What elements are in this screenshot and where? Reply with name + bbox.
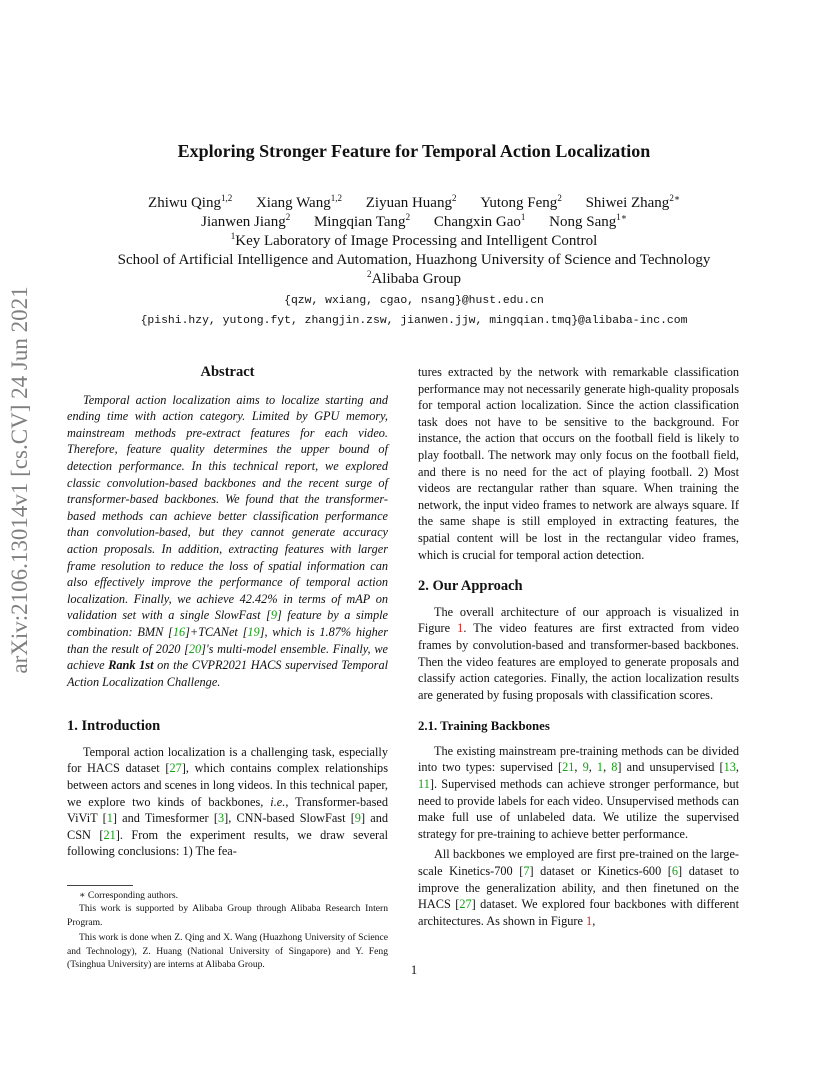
- author: Zhiwu Qing$^{1,2}$: [148, 193, 233, 211]
- authors-line-2: [0, 213, 828, 232]
- introduction-heading: 1. Introduction: [67, 718, 161, 735]
- footnote-2: This work is supported by Alibaba Group through Alibaba Research Intern Program.: [67, 903, 388, 928]
- training-text-2: All backbones we employed are first pre-trained on the large-scale Kinetics-700 [7] dataset or Kinetics-600 [6] dataset to improve the generalization ability, and then finetuned on the HACS [27] dataset. We explored four backbones with different architectures. As shown in Figure 1,: [418, 847, 739, 928]
- training-backbones-heading: 2.1. Training Backbones: [418, 719, 550, 734]
- citation-link[interactable]: 20: [188, 641, 202, 656]
- figure-link[interactable]: 1: [586, 913, 593, 928]
- citation-link[interactable]: 19: [247, 624, 260, 639]
- citation-link[interactable]: 7: [523, 864, 530, 879]
- citation-link[interactable]: 9: [270, 608, 277, 623]
- author: Jianwen Jiang$^2$: [201, 212, 291, 230]
- citation-link[interactable]: 27: [169, 761, 182, 776]
- affiliation-1b: School of Artificial Intelligence and Automation, Huazhong University of Science and Technology: [117, 252, 711, 268]
- paper-title: Exploring Stronger Feature for Temporal Action Localization: [177, 141, 651, 161]
- author: Yutong Feng$^2$: [480, 193, 562, 211]
- training-text-1: The existing mainstream pre-training methods can be divided into two types: supervised [21, 9, 1, 8] and unsupervised [13, 11]. Supervised methods can achieve stronger performance, but need to provide labels for each video. Unsupervised methods can make full use of unlabeled data. We utilize the supervised strategy for pre-training to achieve better performance.: [418, 743, 739, 841]
- authors-line-1: [0, 194, 828, 213]
- citation-link[interactable]: 21: [562, 760, 575, 775]
- citation-link[interactable]: 9: [582, 760, 589, 775]
- citation-link[interactable]: 13: [723, 760, 736, 775]
- author: Shiwei Zhang$^{2∗}$: [585, 193, 680, 211]
- abstract-text: Temporal action localization aims to localize starting and ending time with action category. Limited by GPU memory, mainstream methods pre-extract features for each video. Therefore, feature quality determines the upper bound of detection performance. In this technical report, we explored classic convolution-based backbones and the recent surge of transformer-based backbones. We found that the transformer-based methods can achieve better classification performance than convolution-based, but they cannot generate accuracy action proposals. In addition, extracting features with larger frame resolution to reduce the loss of spatial information can also effectively improve the performance of temporal action localization. Finally, we achieve 42.42% in terms of mAP on validation set with a single SlowFast [9] feature by a simple combination: BMN [16]+TCANet [19], which is 1.87% higher than the result of 2020 [20]'s multi-model ensemble. Finally, we achieve Rank 1st on the CVPR2021 HACS supervised Temporal Action Localization Challenge.: [67, 392, 389, 689]
- footnote-3: This work is done when Z. Qing and X. Wang (Huazhong University of Science and Technology), Z. Huang (National University of Singapore) and Y. Feng (Tsinghua University) are interns at Alibaba Group.: [67, 932, 388, 971]
- email-line-1: {qzw, wxiang, cgao, nsang}@hust.edu.cn: [284, 295, 544, 307]
- author: Xiang Wang$^{1,2}$: [255, 193, 342, 211]
- citation-link[interactable]: 3: [217, 811, 225, 826]
- footnotes: [67, 889, 388, 971]
- right-column: [418, 364, 739, 929]
- author: Nong Sang$^{1∗}$: [549, 212, 627, 230]
- approach-text: The overall architecture of our approach is visualized in Figure 1. The video features are first extracted from video frames by convolution-based and transformer-based backbones. Then the video features are employed to generate proposals and classify action categories. Finally, the action localization results are generated by fusing proposals with classification scores.: [418, 604, 739, 702]
- email-line-2: {pishi.hzy, yutong.fyt, zhangjin.zsw, jianwen.jjw, mingqian.tmq}@alibaba-inc.com: [140, 315, 688, 327]
- citation-link[interactable]: 1: [106, 811, 113, 826]
- footnote-1: ∗ Corresponding authors.: [79, 890, 178, 901]
- approach-heading: 2. Our Approach: [418, 578, 523, 595]
- figure-link[interactable]: 1: [457, 621, 464, 636]
- footnote-rule: [67, 885, 133, 886]
- citation-link[interactable]: 6: [671, 864, 679, 879]
- citation-link[interactable]: 27: [459, 897, 472, 912]
- intro-continued-text: tures extracted by the network with remarkable classification performance may not necessarily generate high-quality proposals for temporal action localization. Since the action classification task does not have to be sensitive to the background. For instance, the action that occurs on the football field is likely to play football. The network may only focus on the football field, and there is no need for the act of playing football. 2) Most videos are rectangular rather than square. When training the network, the input video frames to network are always square. If the same shape is still employed in extracting features, the spatial content will be lost in the rectangular video frames, which is crucial for temporal action detection.: [418, 365, 739, 562]
- citation-link[interactable]: 8: [611, 760, 618, 775]
- citation-link[interactable]: 9: [354, 811, 361, 826]
- affiliation-2: $^2$Alibaba Group: [366, 269, 462, 287]
- citation-link[interactable]: 16: [172, 624, 186, 639]
- author: Changxin Gao$^1$: [433, 212, 526, 230]
- abstract-heading: Abstract: [200, 364, 255, 380]
- author: Mingqian Tang$^2$: [313, 212, 411, 230]
- author: Ziyuan Huang$^2$: [365, 193, 457, 211]
- citation-link[interactable]: 21: [103, 827, 116, 842]
- citation-link[interactable]: 11: [418, 777, 430, 792]
- page-number: 1: [410, 963, 418, 977]
- affiliation-1: $^1$Key Laboratory of Image Processing and Intelligent Control: [230, 231, 598, 249]
- arxiv-stamp: arXiv:2106.13014v1 [cs.CV] 24 Jun 2021: [7, 286, 32, 674]
- introduction-text: Temporal action localization is a challenging task, especially for HACS dataset [27], which contains complex relationships between actors and scenes in long videos. In this technical paper, we explore two kinds of backbones, i.e., Transformer-based ViViT [1] and Timesformer [3], CNN-based SlowFast [9] and CSN [21]. From the experiment results, we draw several following conclusions: 1) The fea-: [67, 744, 389, 859]
- citation-link[interactable]: 1: [596, 760, 604, 775]
- left-column: [67, 364, 388, 860]
